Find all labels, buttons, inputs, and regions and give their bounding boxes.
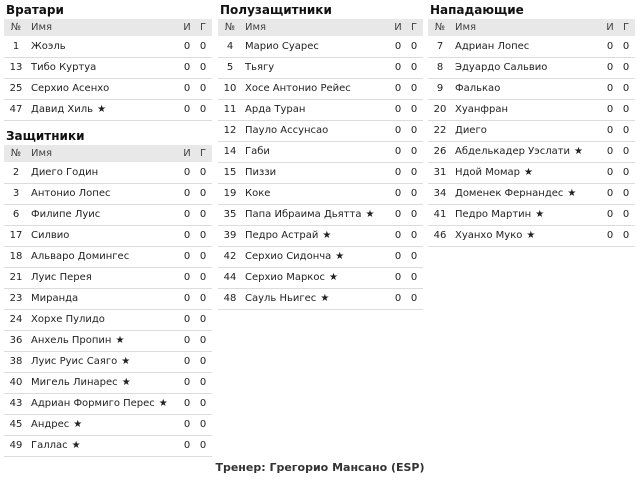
player-goals: 0: [405, 120, 423, 141]
player-apps: 0: [180, 162, 194, 183]
player-apps: 0: [391, 183, 405, 204]
player-name-link[interactable]: Антонио Лопес: [31, 188, 111, 199]
player-name-link[interactable]: Педро Мартин: [455, 209, 532, 220]
player-goals: 0: [194, 183, 212, 204]
table-row: [218, 162, 423, 183]
star-icon: ★: [526, 230, 536, 241]
player-name-link[interactable]: Жоэль: [31, 40, 66, 52]
player-name-link[interactable]: Луис Руис Саяго: [31, 356, 118, 367]
player-name-cell: [28, 309, 180, 330]
player-name-cell: [452, 204, 603, 225]
column-header-name: Имя: [28, 145, 180, 162]
player-number: 47: [4, 99, 28, 120]
player-goals: 0: [617, 78, 635, 99]
player-name-link[interactable]: Хосе Антонио Рейес: [245, 83, 351, 94]
table-header-row: [4, 19, 212, 36]
player-name-cell: [28, 267, 180, 288]
player-goals: 0: [617, 120, 635, 141]
player-name-link[interactable]: Ндой Момар: [455, 167, 520, 178]
player-number: 14: [218, 141, 242, 162]
player-goals: 0: [194, 246, 212, 267]
column-header-goals: Г: [194, 145, 212, 162]
player-number: 22: [428, 120, 452, 141]
star-icon: ★: [328, 272, 338, 283]
player-apps: 0: [180, 99, 194, 120]
table-row: [218, 99, 423, 120]
player-name-link[interactable]: Филипе Луис: [31, 209, 101, 220]
player-number: 46: [428, 225, 452, 246]
table-row: [218, 225, 423, 246]
table-row: [218, 183, 423, 204]
player-name-cell: [28, 204, 180, 225]
player-name-link[interactable]: Пиззи: [245, 167, 277, 178]
player-number: 34: [428, 183, 452, 204]
table-row: [4, 330, 212, 351]
player-name-cell: [28, 414, 180, 435]
table-row: [4, 225, 212, 246]
player-number: 41: [428, 204, 452, 225]
players-table: [428, 19, 635, 247]
player-goals: 0: [194, 393, 212, 414]
player-number: 23: [4, 288, 28, 309]
player-number: 7: [428, 36, 452, 57]
column-header-apps: И: [603, 19, 617, 36]
player-name-cell: [28, 36, 180, 57]
player-apps: 0: [180, 435, 194, 456]
column-header-number: №: [4, 19, 28, 36]
player-name-cell: [242, 288, 391, 309]
player-apps: 0: [603, 183, 617, 204]
player-number: 17: [4, 225, 28, 246]
star-icon: ★: [71, 440, 81, 451]
player-apps: 0: [391, 288, 405, 309]
player-apps: 0: [603, 78, 617, 99]
player-number: 36: [4, 330, 28, 351]
player-name-cell: [28, 78, 180, 99]
player-apps: 0: [603, 57, 617, 78]
player-name-cell: [242, 225, 391, 246]
player-goals: 0: [405, 36, 423, 57]
player-goals: 0: [617, 36, 635, 57]
player-goals: 0: [194, 372, 212, 393]
player-name-cell: [452, 141, 603, 162]
star-icon: ★: [335, 251, 345, 262]
table-header-row: [4, 145, 212, 162]
player-goals: 0: [405, 141, 423, 162]
column-header-name: Имя: [28, 19, 180, 36]
player-name-link[interactable]: Серхио Асенхо: [31, 83, 110, 94]
column-header-apps: И: [180, 145, 194, 162]
player-name-cell: [452, 225, 603, 246]
player-apps: 0: [180, 372, 194, 393]
player-number: 42: [218, 246, 242, 267]
star-icon: ★: [365, 209, 375, 220]
player-goals: 0: [194, 99, 212, 120]
player-apps: 0: [391, 162, 405, 183]
player-number: 2: [4, 162, 28, 183]
table-row: [218, 78, 423, 99]
player-apps: 0: [180, 267, 194, 288]
star-icon: ★: [535, 209, 545, 220]
star-icon: ★: [567, 188, 577, 199]
player-name-link[interactable]: Силвио: [31, 230, 70, 241]
player-number: 5: [218, 57, 242, 78]
table-row: [4, 246, 212, 267]
player-name-cell: [242, 120, 391, 141]
star-icon: ★: [121, 377, 131, 388]
player-name-link[interactable]: Диего Годин: [31, 166, 99, 178]
player-goals: 0: [405, 204, 423, 225]
player-goals: 0: [617, 141, 635, 162]
table-row: [218, 246, 423, 267]
player-goals: 0: [194, 435, 212, 456]
player-number: 45: [4, 414, 28, 435]
player-goals: 0: [617, 183, 635, 204]
player-apps: 0: [391, 36, 405, 57]
section-title: Вратари: [6, 3, 64, 17]
player-number: 49: [4, 435, 28, 456]
player-name-cell: [242, 204, 391, 225]
player-goals: 0: [194, 351, 212, 372]
players-table: [218, 19, 423, 310]
table-row: [4, 78, 212, 99]
player-name-cell: [452, 57, 603, 78]
player-name-link[interactable]: Анхель Пропин: [31, 335, 112, 346]
star-icon: ★: [115, 335, 125, 346]
player-number: 11: [218, 99, 242, 120]
table-row: [4, 414, 212, 435]
star-icon: ★: [97, 104, 107, 115]
player-name-cell: [28, 330, 180, 351]
player-name-cell: [242, 99, 391, 120]
player-goals: 0: [194, 162, 212, 183]
player-apps: 0: [391, 267, 405, 288]
player-name-cell: [242, 78, 391, 99]
column-header-name: Имя: [452, 19, 603, 36]
player-apps: 0: [180, 246, 194, 267]
player-goals: 0: [194, 414, 212, 435]
player-number: 12: [218, 120, 242, 141]
player-goals: 0: [194, 288, 212, 309]
player-goals: 0: [617, 57, 635, 78]
player-apps: 0: [180, 330, 194, 351]
table-row: [4, 393, 212, 414]
table-row: [218, 288, 423, 309]
column-header-name: Имя: [242, 19, 391, 36]
section-defenders: [4, 128, 212, 457]
player-name-link[interactable]: Марио Суарес: [245, 40, 319, 52]
player-goals: 0: [405, 246, 423, 267]
column-header-goals: Г: [405, 19, 423, 36]
player-name-link[interactable]: Мигель Линарес: [31, 377, 118, 388]
player-name-cell: [452, 78, 603, 99]
player-name-link[interactable]: Диего: [455, 125, 487, 136]
player-apps: 0: [180, 36, 194, 57]
player-goals: 0: [405, 225, 423, 246]
player-goals: 0: [617, 162, 635, 183]
column-header-goals: Г: [194, 19, 212, 36]
player-name-link[interactable]: Доменек Фернандес: [455, 188, 564, 199]
table-row: [4, 372, 212, 393]
player-number: 31: [428, 162, 452, 183]
player-name-cell: [28, 435, 180, 456]
section-title: Полузащитники: [220, 3, 332, 17]
player-name-cell: [242, 267, 391, 288]
coach-label: Тренер: Грегорио Мансано (ESP): [215, 461, 425, 474]
column-header-number: №: [4, 145, 28, 162]
table-row: [428, 225, 635, 246]
star-icon: ★: [574, 146, 584, 157]
player-number: 6: [4, 204, 28, 225]
player-number: 20: [428, 99, 452, 120]
table-row: [428, 36, 635, 57]
player-number: 35: [218, 204, 242, 225]
player-name-link[interactable]: Луис Перея: [31, 272, 92, 283]
player-number: 48: [218, 288, 242, 309]
table-row: [4, 57, 212, 78]
player-apps: 0: [603, 120, 617, 141]
player-name-link[interactable]: Андрес: [31, 419, 70, 430]
player-name-cell: [28, 225, 180, 246]
player-name-cell: [242, 246, 391, 267]
player-goals: 0: [194, 36, 212, 57]
player-name-cell: [28, 57, 180, 78]
player-name-cell: [28, 246, 180, 267]
player-goals: 0: [194, 330, 212, 351]
player-name-link[interactable]: Тибо Куртуа: [31, 62, 97, 73]
player-goals: 0: [617, 204, 635, 225]
player-apps: 0: [603, 141, 617, 162]
player-number: 15: [218, 162, 242, 183]
player-goals: 0: [405, 57, 423, 78]
player-apps: 0: [391, 246, 405, 267]
player-name-cell: [28, 162, 180, 183]
table-row: [218, 120, 423, 141]
section-midfielders: [218, 2, 423, 310]
player-name-link[interactable]: Хорхе Пулидо: [31, 314, 105, 325]
player-name-link[interactable]: Давид Хиль: [31, 104, 94, 115]
player-apps: 0: [391, 78, 405, 99]
player-apps: 0: [603, 99, 617, 120]
player-apps: 0: [180, 414, 194, 435]
player-name-link[interactable]: Миранда: [31, 293, 79, 304]
player-number: 4: [218, 36, 242, 57]
player-name-cell: [242, 162, 391, 183]
column-header-goals: Г: [617, 19, 635, 36]
player-name-link[interactable]: Сауль Ньигес: [245, 293, 317, 304]
table-header-row: [428, 19, 635, 36]
table-header-row: [218, 19, 423, 36]
star-icon: ★: [524, 167, 533, 178]
player-name-link[interactable]: Альваро Домингес: [31, 251, 130, 262]
table-row: [4, 99, 212, 120]
table-row: [428, 141, 635, 162]
star-icon: ★: [322, 230, 332, 241]
table-row: [4, 204, 212, 225]
player-number: 3: [4, 183, 28, 204]
table-row: [4, 162, 212, 183]
player-apps: 0: [391, 57, 405, 78]
player-name-link[interactable]: Хуанфран: [455, 104, 508, 115]
section-title: Нападающие: [430, 3, 524, 17]
column-header-number: №: [218, 19, 242, 36]
column-header-number: №: [428, 19, 452, 36]
table-row: [4, 435, 212, 456]
player-number: 43: [4, 393, 28, 414]
player-name-cell: [28, 393, 180, 414]
players-table: [4, 145, 212, 457]
table-row: [4, 267, 212, 288]
player-name-link[interactable]: Педро Астрай: [245, 230, 319, 241]
player-name-link[interactable]: Фалькао: [455, 83, 501, 94]
player-name-link[interactable]: Серхио Сидонча: [245, 251, 332, 262]
table-row: [218, 204, 423, 225]
player-name-link[interactable]: Абделькадер Уэслати: [455, 146, 571, 157]
player-name-link[interactable]: Пауло Ассунсао: [245, 125, 329, 136]
player-number: 18: [4, 246, 28, 267]
player-name-cell: [28, 288, 180, 309]
player-name-cell: [28, 351, 180, 372]
player-name-cell: [452, 183, 603, 204]
player-apps: 0: [180, 204, 194, 225]
player-name-cell: [452, 99, 603, 120]
table-row: [218, 36, 423, 57]
player-name-link[interactable]: Папа Ибраима Дьятта: [245, 209, 362, 220]
player-apps: 0: [603, 162, 617, 183]
player-number: 1: [4, 36, 28, 57]
section-forwards: [428, 2, 635, 247]
player-apps: 0: [180, 393, 194, 414]
player-goals: 0: [405, 183, 423, 204]
player-name-cell: [28, 372, 180, 393]
player-goals: 0: [194, 204, 212, 225]
table-row: [428, 99, 635, 120]
player-goals: 0: [194, 267, 212, 288]
player-number: 44: [218, 267, 242, 288]
player-name-cell: [452, 36, 603, 57]
table-row: [4, 36, 212, 57]
player-apps: 0: [180, 183, 194, 204]
player-apps: 0: [603, 225, 617, 246]
player-apps: 0: [180, 225, 194, 246]
player-number: 38: [4, 351, 28, 372]
table-row: [4, 288, 212, 309]
player-name-link[interactable]: Галлас: [31, 440, 68, 451]
player-apps: 0: [391, 120, 405, 141]
star-icon: ★: [121, 356, 131, 367]
player-goals: 0: [194, 225, 212, 246]
player-apps: 0: [391, 141, 405, 162]
player-name-link[interactable]: Эдуардо Сальвио: [455, 62, 548, 73]
star-icon: ★: [158, 398, 168, 409]
table-row: [218, 57, 423, 78]
player-apps: 0: [180, 288, 194, 309]
table-row: [4, 351, 212, 372]
player-number: 40: [4, 372, 28, 393]
player-name-link[interactable]: Хуанхо Муко: [455, 230, 523, 241]
star-icon: ★: [73, 419, 83, 430]
player-goals: 0: [405, 99, 423, 120]
player-name-cell: [242, 141, 391, 162]
player-name-cell: [242, 183, 391, 204]
section-goalkeepers: [4, 2, 212, 121]
player-apps: 0: [180, 57, 194, 78]
player-apps: 0: [180, 78, 194, 99]
section-title: Защитники: [6, 129, 85, 143]
player-name-cell: [28, 183, 180, 204]
table-row: [428, 57, 635, 78]
table-row: [218, 267, 423, 288]
player-goals: 0: [617, 99, 635, 120]
table-row: [428, 120, 635, 141]
table-row: [4, 309, 212, 330]
player-number: 26: [428, 141, 452, 162]
table-row: [218, 141, 423, 162]
player-apps: 0: [391, 225, 405, 246]
player-number: 19: [218, 183, 242, 204]
player-goals: 0: [617, 225, 635, 246]
player-goals: 0: [405, 267, 423, 288]
player-apps: 0: [180, 309, 194, 330]
player-number: 8: [428, 57, 452, 78]
player-number: 25: [4, 78, 28, 99]
player-name-link[interactable]: Адриан Лопес: [455, 40, 530, 52]
table-row: [4, 183, 212, 204]
player-name-link[interactable]: Арда Туран: [245, 104, 306, 115]
player-name-cell: [242, 36, 391, 57]
player-apps: 0: [391, 99, 405, 120]
player-name-link[interactable]: Серхио Маркос: [245, 272, 325, 283]
player-name-cell: [452, 162, 603, 183]
player-apps: 0: [603, 36, 617, 57]
table-row: [428, 78, 635, 99]
player-name-link[interactable]: Коке: [245, 188, 271, 199]
star-icon: ★: [320, 293, 330, 304]
player-name-cell: [242, 57, 391, 78]
player-number: 13: [4, 57, 28, 78]
players-table: [4, 19, 212, 121]
player-number: 21: [4, 267, 28, 288]
player-apps: 0: [603, 204, 617, 225]
table-row: [428, 162, 635, 183]
player-goals: 0: [194, 78, 212, 99]
player-name-cell: [452, 120, 603, 141]
player-number: 9: [428, 78, 452, 99]
table-row: [428, 183, 635, 204]
player-goals: 0: [405, 78, 423, 99]
player-number: 39: [218, 225, 242, 246]
player-apps: 0: [391, 204, 405, 225]
player-apps: 0: [180, 351, 194, 372]
player-number: 24: [4, 309, 28, 330]
column-header-apps: И: [180, 19, 194, 36]
player-goals: 0: [405, 288, 423, 309]
player-name-link[interactable]: Габи: [245, 146, 270, 157]
player-goals: 0: [194, 309, 212, 330]
player-name-cell: [28, 99, 180, 120]
player-goals: 0: [405, 162, 423, 183]
player-goals: 0: [194, 57, 212, 78]
table-row: [428, 204, 635, 225]
column-header-apps: И: [391, 19, 405, 36]
player-name-link[interactable]: Адриан Формиго Перес: [31, 398, 155, 409]
player-number: 10: [218, 78, 242, 99]
player-name-link[interactable]: Тьягу: [245, 62, 275, 73]
